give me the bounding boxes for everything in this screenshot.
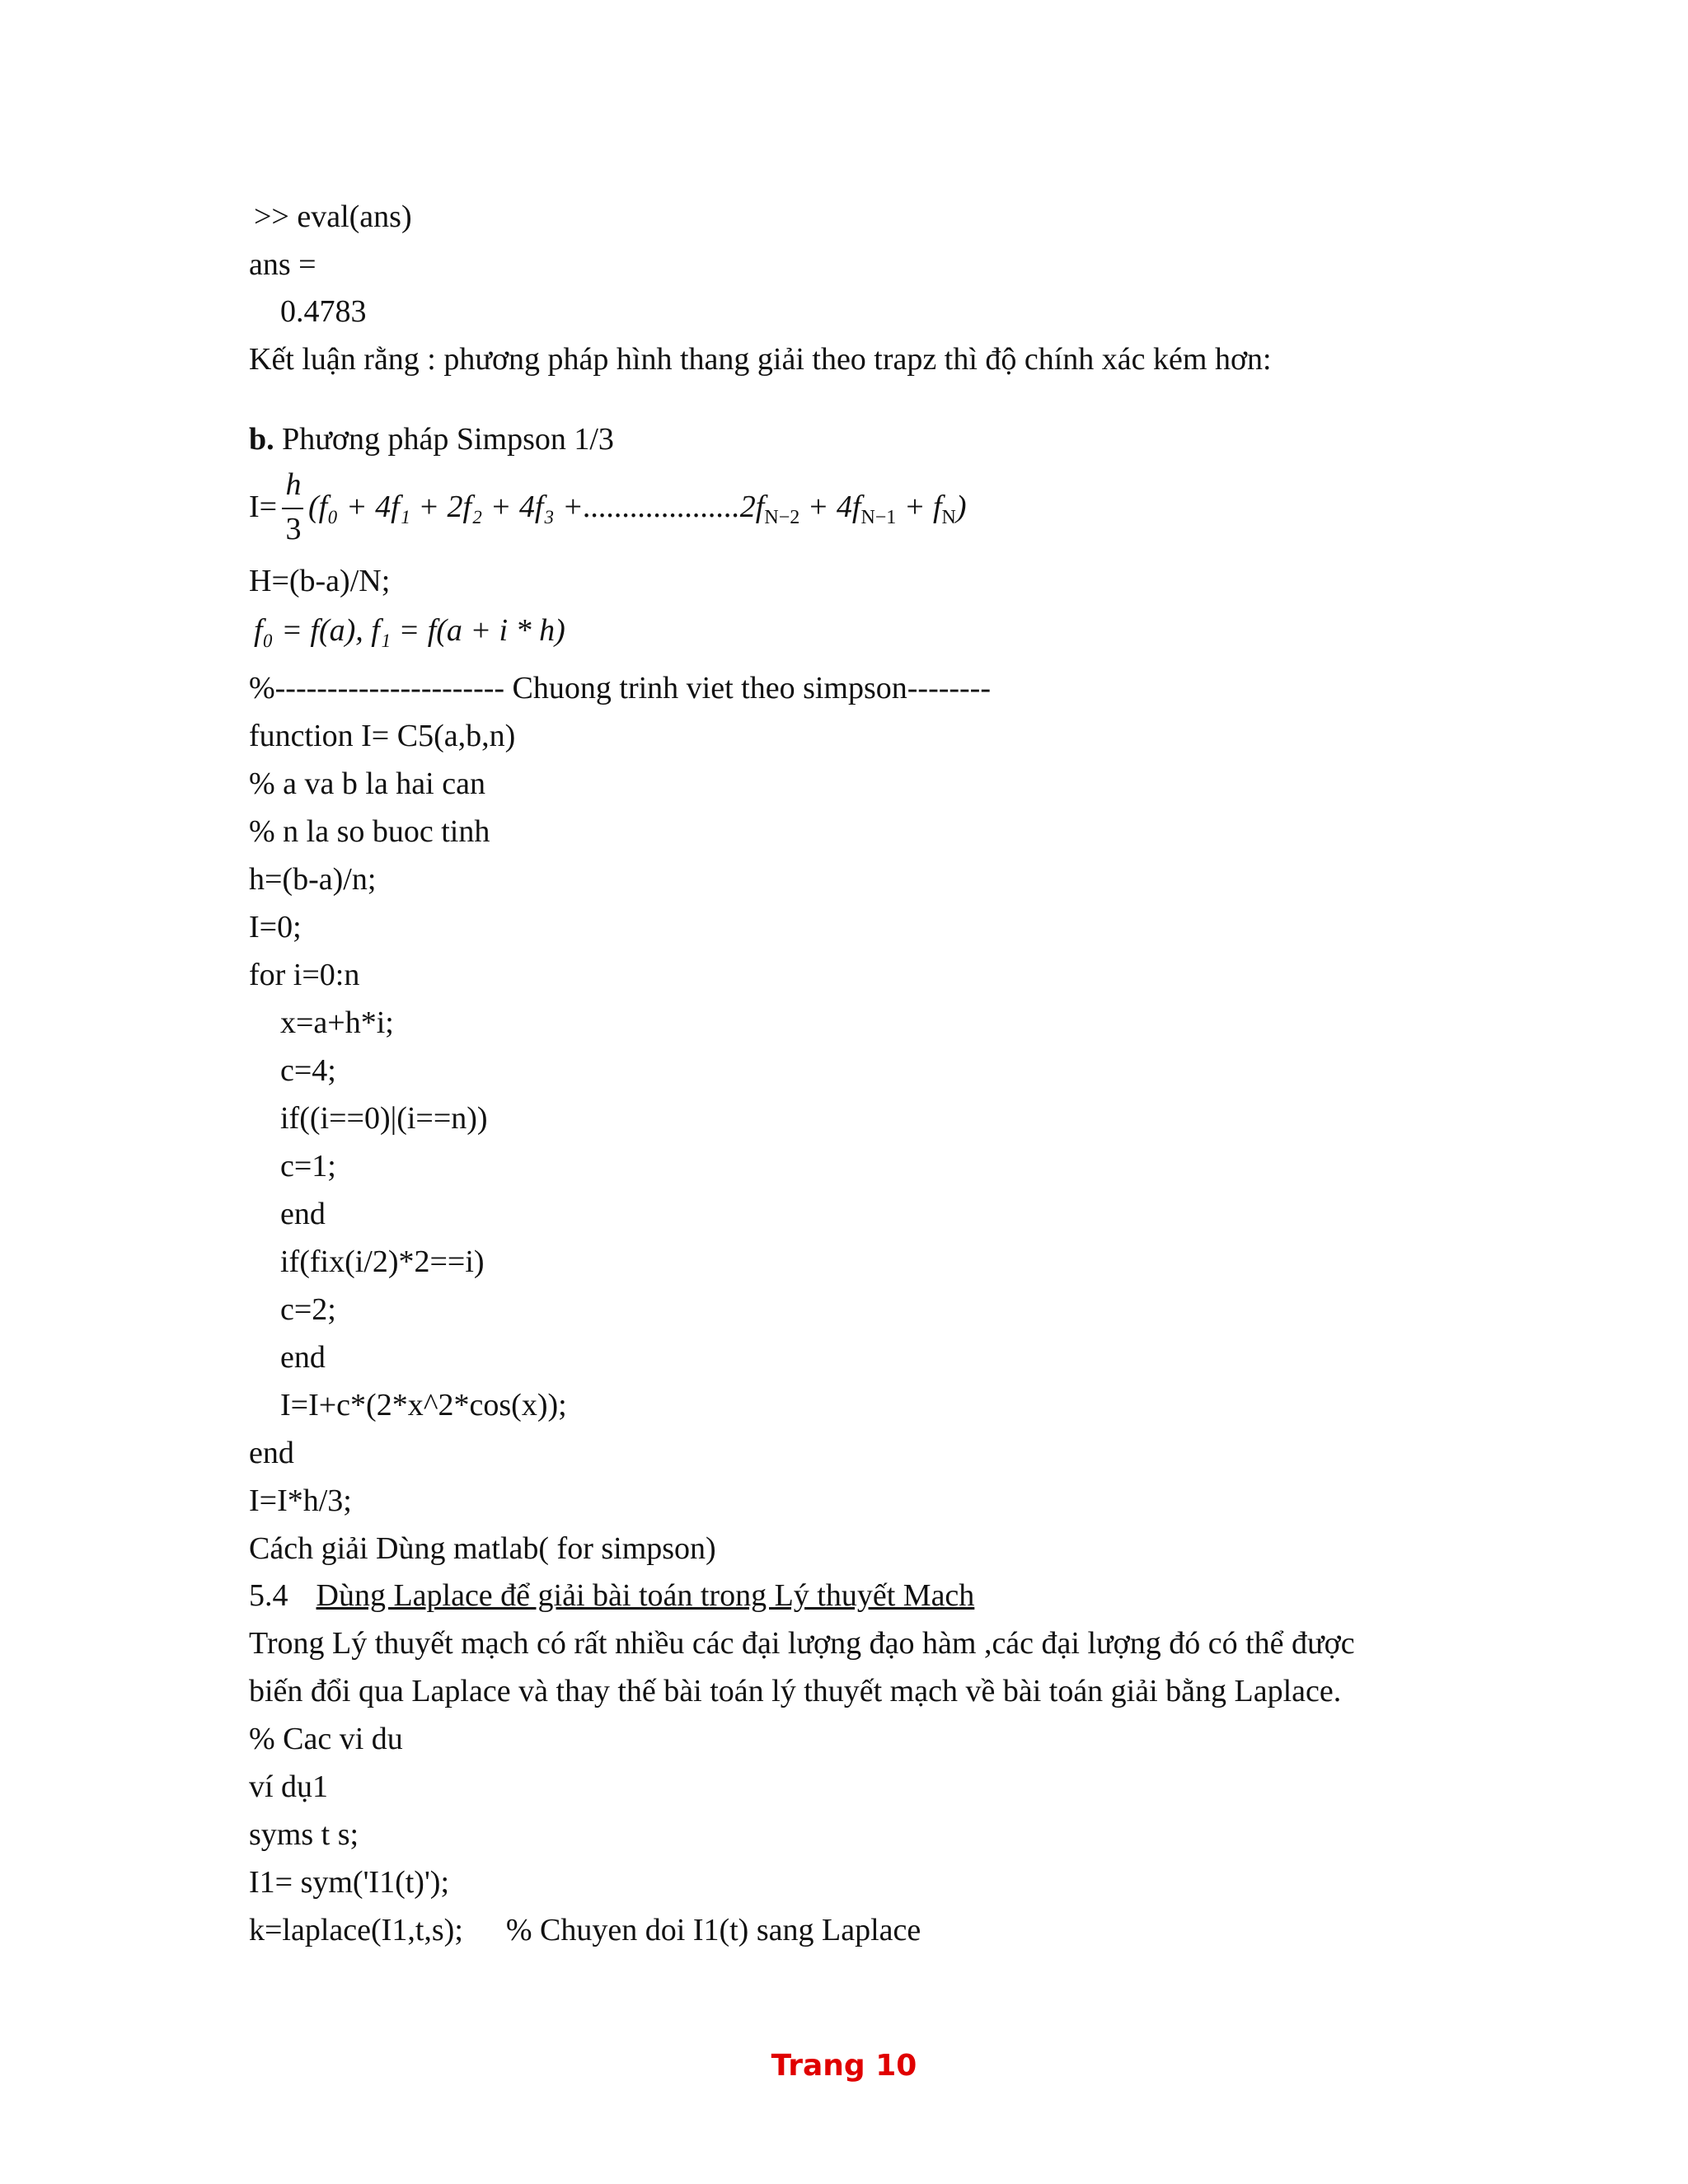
code-line-c2: c=2;: [280, 1292, 336, 1327]
conclusion-text: Kết luận rằng : phương pháp hình thang giải theo trapz thì độ chính xác kém hơn:: [249, 342, 1272, 377]
formula-numerator: h: [285, 467, 302, 502]
formula-terms: (f₀ + 4f₁ + 2f₂ + 4f₃ +....................2f: [308, 490, 765, 524]
formula-denominator: 3: [285, 512, 302, 546]
code-line-final: I=I*h/3;: [249, 1483, 352, 1518]
formula-lead: I=: [249, 490, 278, 524]
paragraph-line-1: Trong Lý thuyết mạch có rất nhiều các đại lượng đạo hàm ,các đại lượng đó có thể được: [249, 1626, 1355, 1661]
code-line-ans: ans =: [249, 247, 316, 282]
section-number: 5.4: [249, 1578, 288, 1613]
solution-note: Cách giải Dùng matlab( for simpson): [249, 1531, 716, 1566]
code-line-eval: >> eval(ans): [254, 199, 412, 234]
formula-close: ): [955, 490, 967, 524]
section-title: Dùng Laplace để giải bài toán trong Lý thuyết Mach: [316, 1578, 975, 1613]
code-laplace-call: k=laplace(I1,t,s);: [249, 1913, 463, 1947]
code-comment-bounds: % a va b la hai can: [249, 766, 485, 801]
code-line-ans-value: 0.4783: [280, 294, 367, 329]
code-line-sym: I1= sym('I1(t)');: [249, 1865, 450, 1900]
formula-subscript-n1: N−1: [860, 507, 897, 528]
section-heading-letter: b.: [249, 422, 274, 457]
code-line-if2: if(fix(i/2)*2==i): [280, 1244, 485, 1279]
code-line-init: I=0;: [249, 910, 302, 944]
code-line-if1: if((i==0)|(i==n)): [280, 1101, 488, 1136]
formula-subscript-n: N: [941, 507, 956, 528]
code-line-c4: c=4;: [280, 1053, 336, 1088]
code-comment-header: %---------------------- Chuong trinh viet theo simpson--------: [249, 671, 991, 705]
paragraph-line-2: biến đổi qua Laplace và thay thế bài toán lý thuyết mạch về bài toán giải bằng Laplace.: [249, 1674, 1342, 1708]
code-line-for: for i=0:n: [249, 958, 360, 992]
formula-plus-4f: + 4f: [799, 490, 861, 524]
code-line-end2: end: [280, 1340, 326, 1375]
section-heading-laplace: [249, 1577, 974, 1615]
code-line-laplace: [249, 1911, 921, 1949]
code-line-end-for: end: [249, 1436, 294, 1470]
code-line-h: h=(b-a)/n;: [249, 862, 377, 897]
code-line-x: x=a+h*i;: [280, 1005, 394, 1040]
formula-body: [308, 488, 967, 537]
code-laplace-comment: % Chuyen doi I1(t) sang Laplace: [505, 1913, 921, 1947]
code-line-c1: c=1;: [280, 1149, 336, 1183]
code-comment-examples: % Cac vi du: [249, 1722, 403, 1756]
section-heading-simpson: [249, 420, 614, 458]
code-line-accumulate: I=I+c*(2*x^2*cos(x));: [280, 1388, 567, 1422]
example-label: ví dụ1: [249, 1769, 329, 1804]
code-line-function: function I= C5(a,b,n): [249, 719, 516, 753]
page-footer: Trang 10: [771, 2049, 917, 2083]
formula-fraction-bar: [282, 508, 303, 509]
formula-plus-f: + f: [896, 490, 942, 524]
code-line-end1: end: [280, 1197, 326, 1231]
formula-f0-f1: f₀ = f(a), f₁ = f(a + i * h): [254, 613, 565, 648]
section-heading-title: Phương pháp Simpson 1/3: [274, 422, 614, 457]
code-line-syms: syms t s;: [249, 1817, 359, 1852]
step-definition: H=(b-a)/N;: [249, 564, 391, 598]
code-comment-steps: % n la so buoc tinh: [249, 814, 490, 849]
formula-subscript-n2: N−2: [764, 507, 800, 528]
